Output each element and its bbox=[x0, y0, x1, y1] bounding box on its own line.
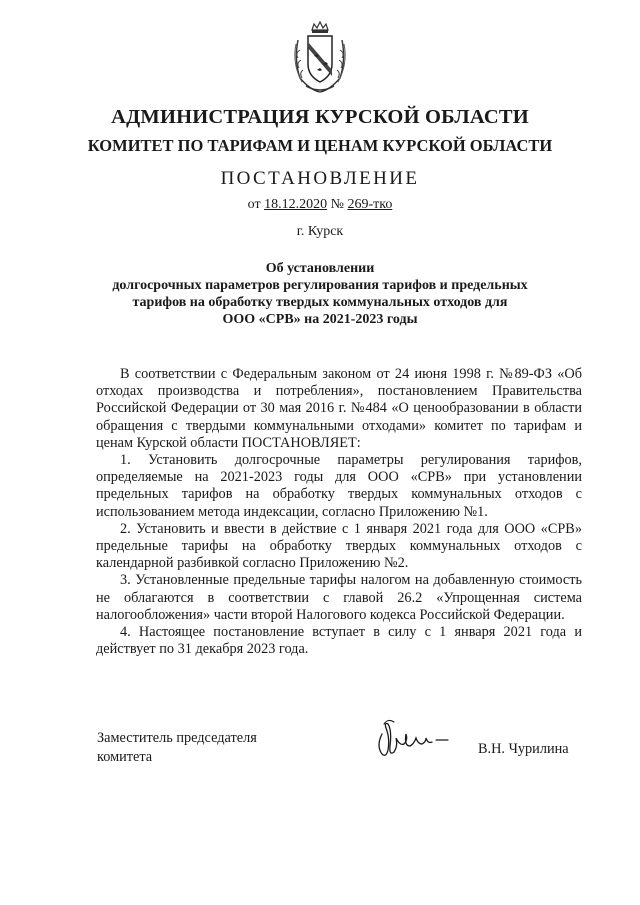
number-prefix: № bbox=[330, 197, 344, 212]
clause-1: 1. Установить долгосрочные параметры регулирования тарифов, определяемые на 2021-2023 годы для ООО «СРВ» при установлении предельных тарифов на обработку твердых коммунальных отходов с использованием метода индексации, согласно Приложению №1. bbox=[96, 452, 582, 520]
document-type-heading: ПОСТАНОВЛЕНИЕ bbox=[220, 168, 420, 189]
title-line: ООО «СРВ» на 2021-2023 годы bbox=[222, 312, 418, 327]
title-line: тарифов на обработку твердых коммунальных отходов для bbox=[132, 295, 508, 310]
committee-heading: КОМИТЕТ ПО ТАРИФАМ И ЦЕНАМ КУРСКОЙ ОБЛАСТИ bbox=[87, 136, 553, 155]
handwritten-signature-icon bbox=[374, 716, 460, 764]
coat-of-arms-icon bbox=[290, 20, 350, 95]
preamble-paragraph: В соответствии с Федеральным законом от 24 июня 1998 г. №89-ФЗ «Об отходах производства и потребления», постановлением Правительства Российской Федерации от 30 мая 2016 г. №484 «О ценообразовании в области обращения с твердыми коммунальными отходами» комитет по тарифам и ценам Курской области ПОСТАНОВЛЯЕТ: bbox=[96, 366, 582, 451]
city: г. Курск bbox=[296, 224, 344, 239]
document-body bbox=[96, 366, 582, 658]
signatory-title-line: комитета bbox=[97, 749, 153, 765]
signatory-name: В.Н. Чурилина bbox=[478, 741, 569, 757]
document-date: 18.12.2020 bbox=[264, 197, 328, 212]
date-number-line bbox=[0, 197, 640, 213]
clause-2: 2. Установить и ввести в действие с 1 января 2021 года для ООО «СРВ» предельные тарифы на обработку твердых коммунальных отходов с календарной разбивкой согласно Приложению №2. bbox=[96, 520, 582, 572]
clause-3: 3. Установленные предельные тарифы налогом на добавленную стоимость не облагаются в соответствии с главой 26.2 «Упрощенная система налогообложения» части второй Налогового кодекса Российской Федерации. bbox=[96, 572, 582, 623]
clause-4: 4. Настоящее постановление вступает в силу с 1 января 2021 года и действует по 31 декабря 2023 года. bbox=[96, 624, 582, 658]
date-prefix: от bbox=[247, 197, 261, 212]
document-number: 269-тко bbox=[347, 197, 393, 212]
administration-heading: АДМИНИСТРАЦИЯ КУРСКОЙ ОБЛАСТИ bbox=[111, 106, 529, 128]
signatory-title-line: Заместитель председателя bbox=[97, 730, 257, 746]
document-title bbox=[0, 260, 640, 328]
title-line: Об установлении bbox=[265, 261, 375, 276]
title-line: долгосрочных параметров регулирования тарифов и предельных bbox=[112, 278, 528, 293]
signatory-title bbox=[97, 729, 257, 767]
